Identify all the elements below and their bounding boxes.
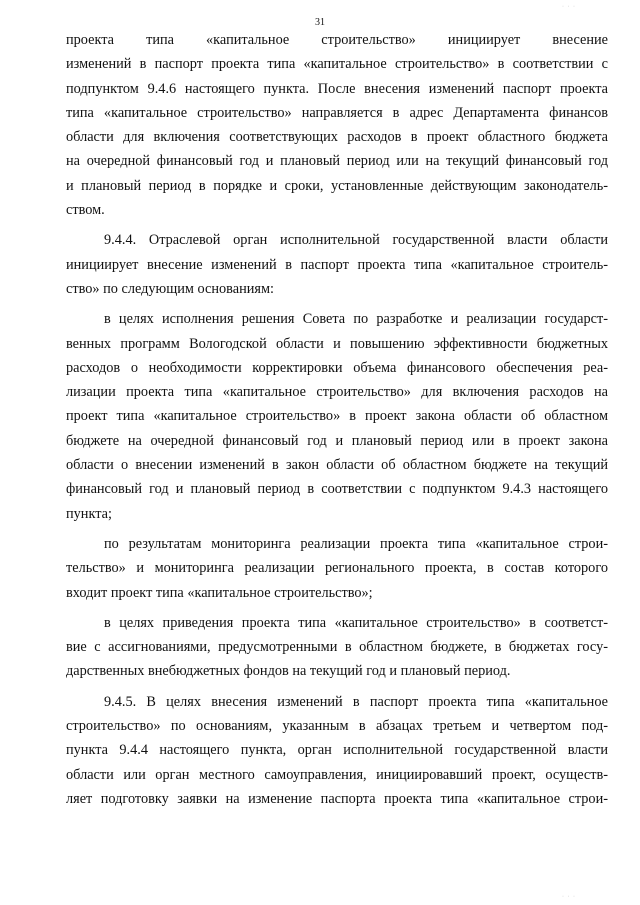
text-line: лизации проекта типа «капитальное строительство» для включения расходов на bbox=[66, 384, 608, 401]
text-line: в целях исполнения решения Совета по разработке и реализации государст- bbox=[104, 311, 608, 328]
text-line: в целях приведения проекта типа «капитальное строительство» в соответст- bbox=[104, 614, 608, 631]
text-line: венных программ Вологодской области и повышению эффективности бюджетных bbox=[66, 335, 608, 352]
text-line: области или орган местного самоуправления, инициировавший проект, осуществ- bbox=[66, 766, 608, 783]
text-line: изменений в паспорт проекта типа «капитальное строительство» в соответствии с bbox=[66, 56, 608, 73]
paragraph bbox=[66, 307, 608, 526]
paragraph bbox=[66, 28, 608, 222]
text-line: вие с ассигнованиями, предусмотренными в областном бюджете, в бюджетах госу- bbox=[66, 639, 608, 656]
text-line: проект типа «капитальное строительство» в проект закона области об областном bbox=[66, 408, 608, 425]
page-number: 31 bbox=[315, 17, 325, 28]
text-line: финансовый год и плановый период в соответствии с подпунктом 9.4.3 настоящего bbox=[66, 481, 608, 498]
text-line: ляет подготовку заявки на изменение паспорта проекта типа «капитальное строи- bbox=[66, 790, 608, 807]
text-line: области для включения соответствующих расходов в проект областного бюджета bbox=[66, 129, 608, 146]
text-line: строительство» по основаниям, указанным в абзацах третьем и четвертом под- bbox=[66, 718, 608, 735]
text-line: проекта типа «капитальное строительство» инициирует внесение bbox=[66, 32, 608, 48]
text-line: инициирует внесение изменений в паспорт проекта типа «капитальное строитель- bbox=[66, 256, 608, 273]
paragraph bbox=[66, 690, 608, 811]
text-line: и плановый период в порядке и сроки, установленные действующим законодатель- bbox=[66, 177, 608, 194]
text-line: расходов о необходимости корректировки объема финансового обеспечения реа- bbox=[66, 359, 608, 376]
text-line: типа «капитальное строительство» направляется в адрес Департамента финансов bbox=[66, 104, 608, 121]
text-line: области о внесении изменений в закон области об областном бюджете на текущий bbox=[66, 457, 608, 474]
scan-mark: · · · bbox=[562, 4, 576, 10]
text-line: пункта; bbox=[66, 505, 112, 522]
text-line: 9.4.4. Отраслевой орган исполнительной государственной власти области bbox=[104, 232, 608, 249]
text-line: тельство» и мониторинга реализации регионального проекта, в состав которого bbox=[66, 560, 608, 577]
text-line: дарственных внебюджетных фондов на текущий год и плановый период. bbox=[66, 663, 511, 680]
text-line: на очередной финансовый год и плановый период или на текущий финансовый год bbox=[66, 153, 608, 170]
text-line: подпунктом 9.4.6 настоящего пункта. После внесения изменений паспорт проекта bbox=[66, 80, 608, 97]
paragraph bbox=[66, 611, 608, 684]
text-line: ство» по следующим основаниям: bbox=[66, 280, 274, 297]
paragraph bbox=[66, 532, 608, 605]
document-body bbox=[66, 28, 608, 811]
text-line: по результатам мониторинга реализации проекта типа «капитальное строи- bbox=[104, 535, 608, 552]
text-line: пункта 9.4.4 настоящего пункта, орган исполнительной государственной власти bbox=[66, 742, 608, 759]
text-line: ством. bbox=[66, 202, 105, 219]
text-line: входит проект типа «капитальное строительство»; bbox=[66, 584, 373, 601]
paragraph bbox=[66, 228, 608, 301]
text-line: 9.4.5. В целях внесения изменений в паспорт проекта типа «капитальное bbox=[104, 693, 608, 710]
scan-mark: · · · bbox=[562, 894, 576, 900]
text-line: бюджете на очередной финансовый год и плановый период или в проект закона bbox=[66, 432, 608, 449]
